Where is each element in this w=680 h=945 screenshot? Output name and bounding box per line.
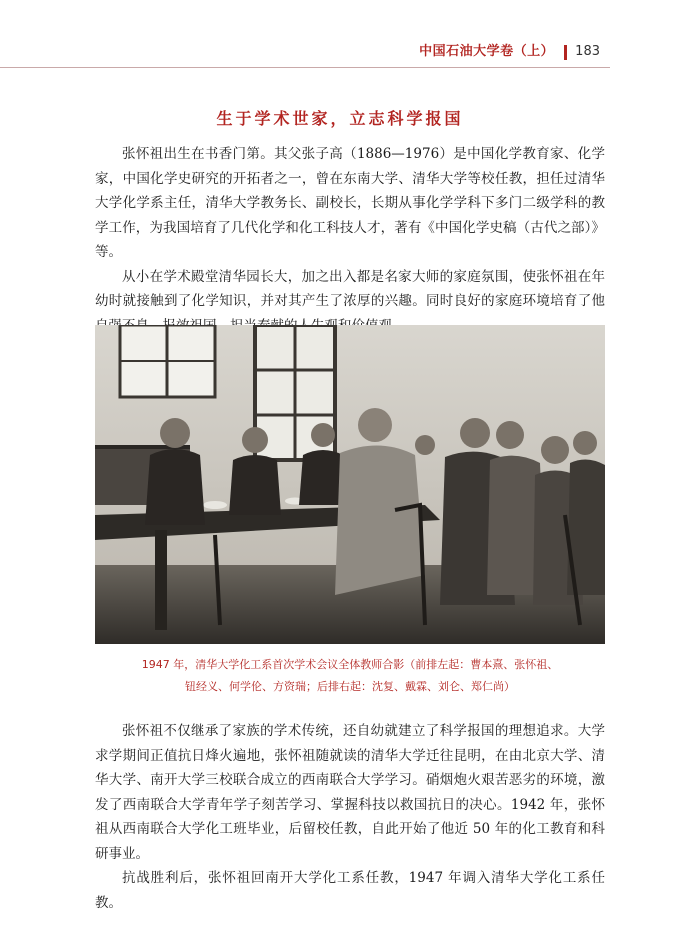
book-title: 中国石油大学卷（上）: [419, 44, 555, 59]
caption-line: 钮经义、何学伦、方资瑞；后排右起：沈复、戴霖、刘仑、郑仁尚）: [185, 680, 515, 693]
body-text-bottom: [95, 719, 605, 915]
paragraph: 抗战胜利后，张怀祖回南开大学化工系任教，1947 年调入清华大学化工系任教。: [95, 870, 605, 911]
photo-caption: [95, 654, 605, 698]
header-divider-bar: [564, 45, 567, 60]
paragraph: 从小在学术殿堂清华园长大，加之出入都是名家大师的家庭氛围，使张怀祖在年幼时就接触到了化学知识，并对其产生了浓厚的兴趣。同时良好的家庭环境培育了他: [95, 268, 605, 309]
paragraph: 张怀祖出生在书香门第。其父张子高（1886—1976）是中国化学教育家、化学家，中国化学史研究的开拓者之一，曾在东南大学、清华大学等校任教，担任过清华大学化学系主任，清华大学教务长、副校长，长期从事化学学科下多门二级学科的教学工作，为我国培育了几代化学和化工科技人才，著有《中国化学史稿（古代之部）》等。: [95, 146, 605, 260]
section-title: 生于学术世家，立志科学报国: [216, 109, 464, 128]
page-number: 183: [575, 44, 600, 59]
caption-line: 1947 年，清华大学化工系首次学术会议全体教师合影（前排左起：曹本熹、张怀祖、: [141, 658, 559, 671]
header-rule: [0, 67, 610, 68]
paragraph: 张怀祖不仅继承了家族的学术传统，还自幼就建立了科学报国的理想追求。大学求学期间正值抗日烽火遍地，张怀祖随就读的清华大学迁往昆明，在由北京大学、清华大学、南开大学三校联合成立的西南联合大学学习。硝烟炮火艰苦恶劣的环境，激发了西南联合大学青年学子刻苦学习、掌握科技以救国抗日的决心。1942 年，张怀祖从西南联合大学化工班毕业，后留校任教，自此开始了他近 50 年的化工教育和科研事业。: [95, 723, 605, 862]
group-photo: [95, 325, 605, 644]
body-text-top: [95, 142, 605, 338]
group-photo-drawing: [95, 325, 605, 644]
running-header: [419, 44, 600, 60]
